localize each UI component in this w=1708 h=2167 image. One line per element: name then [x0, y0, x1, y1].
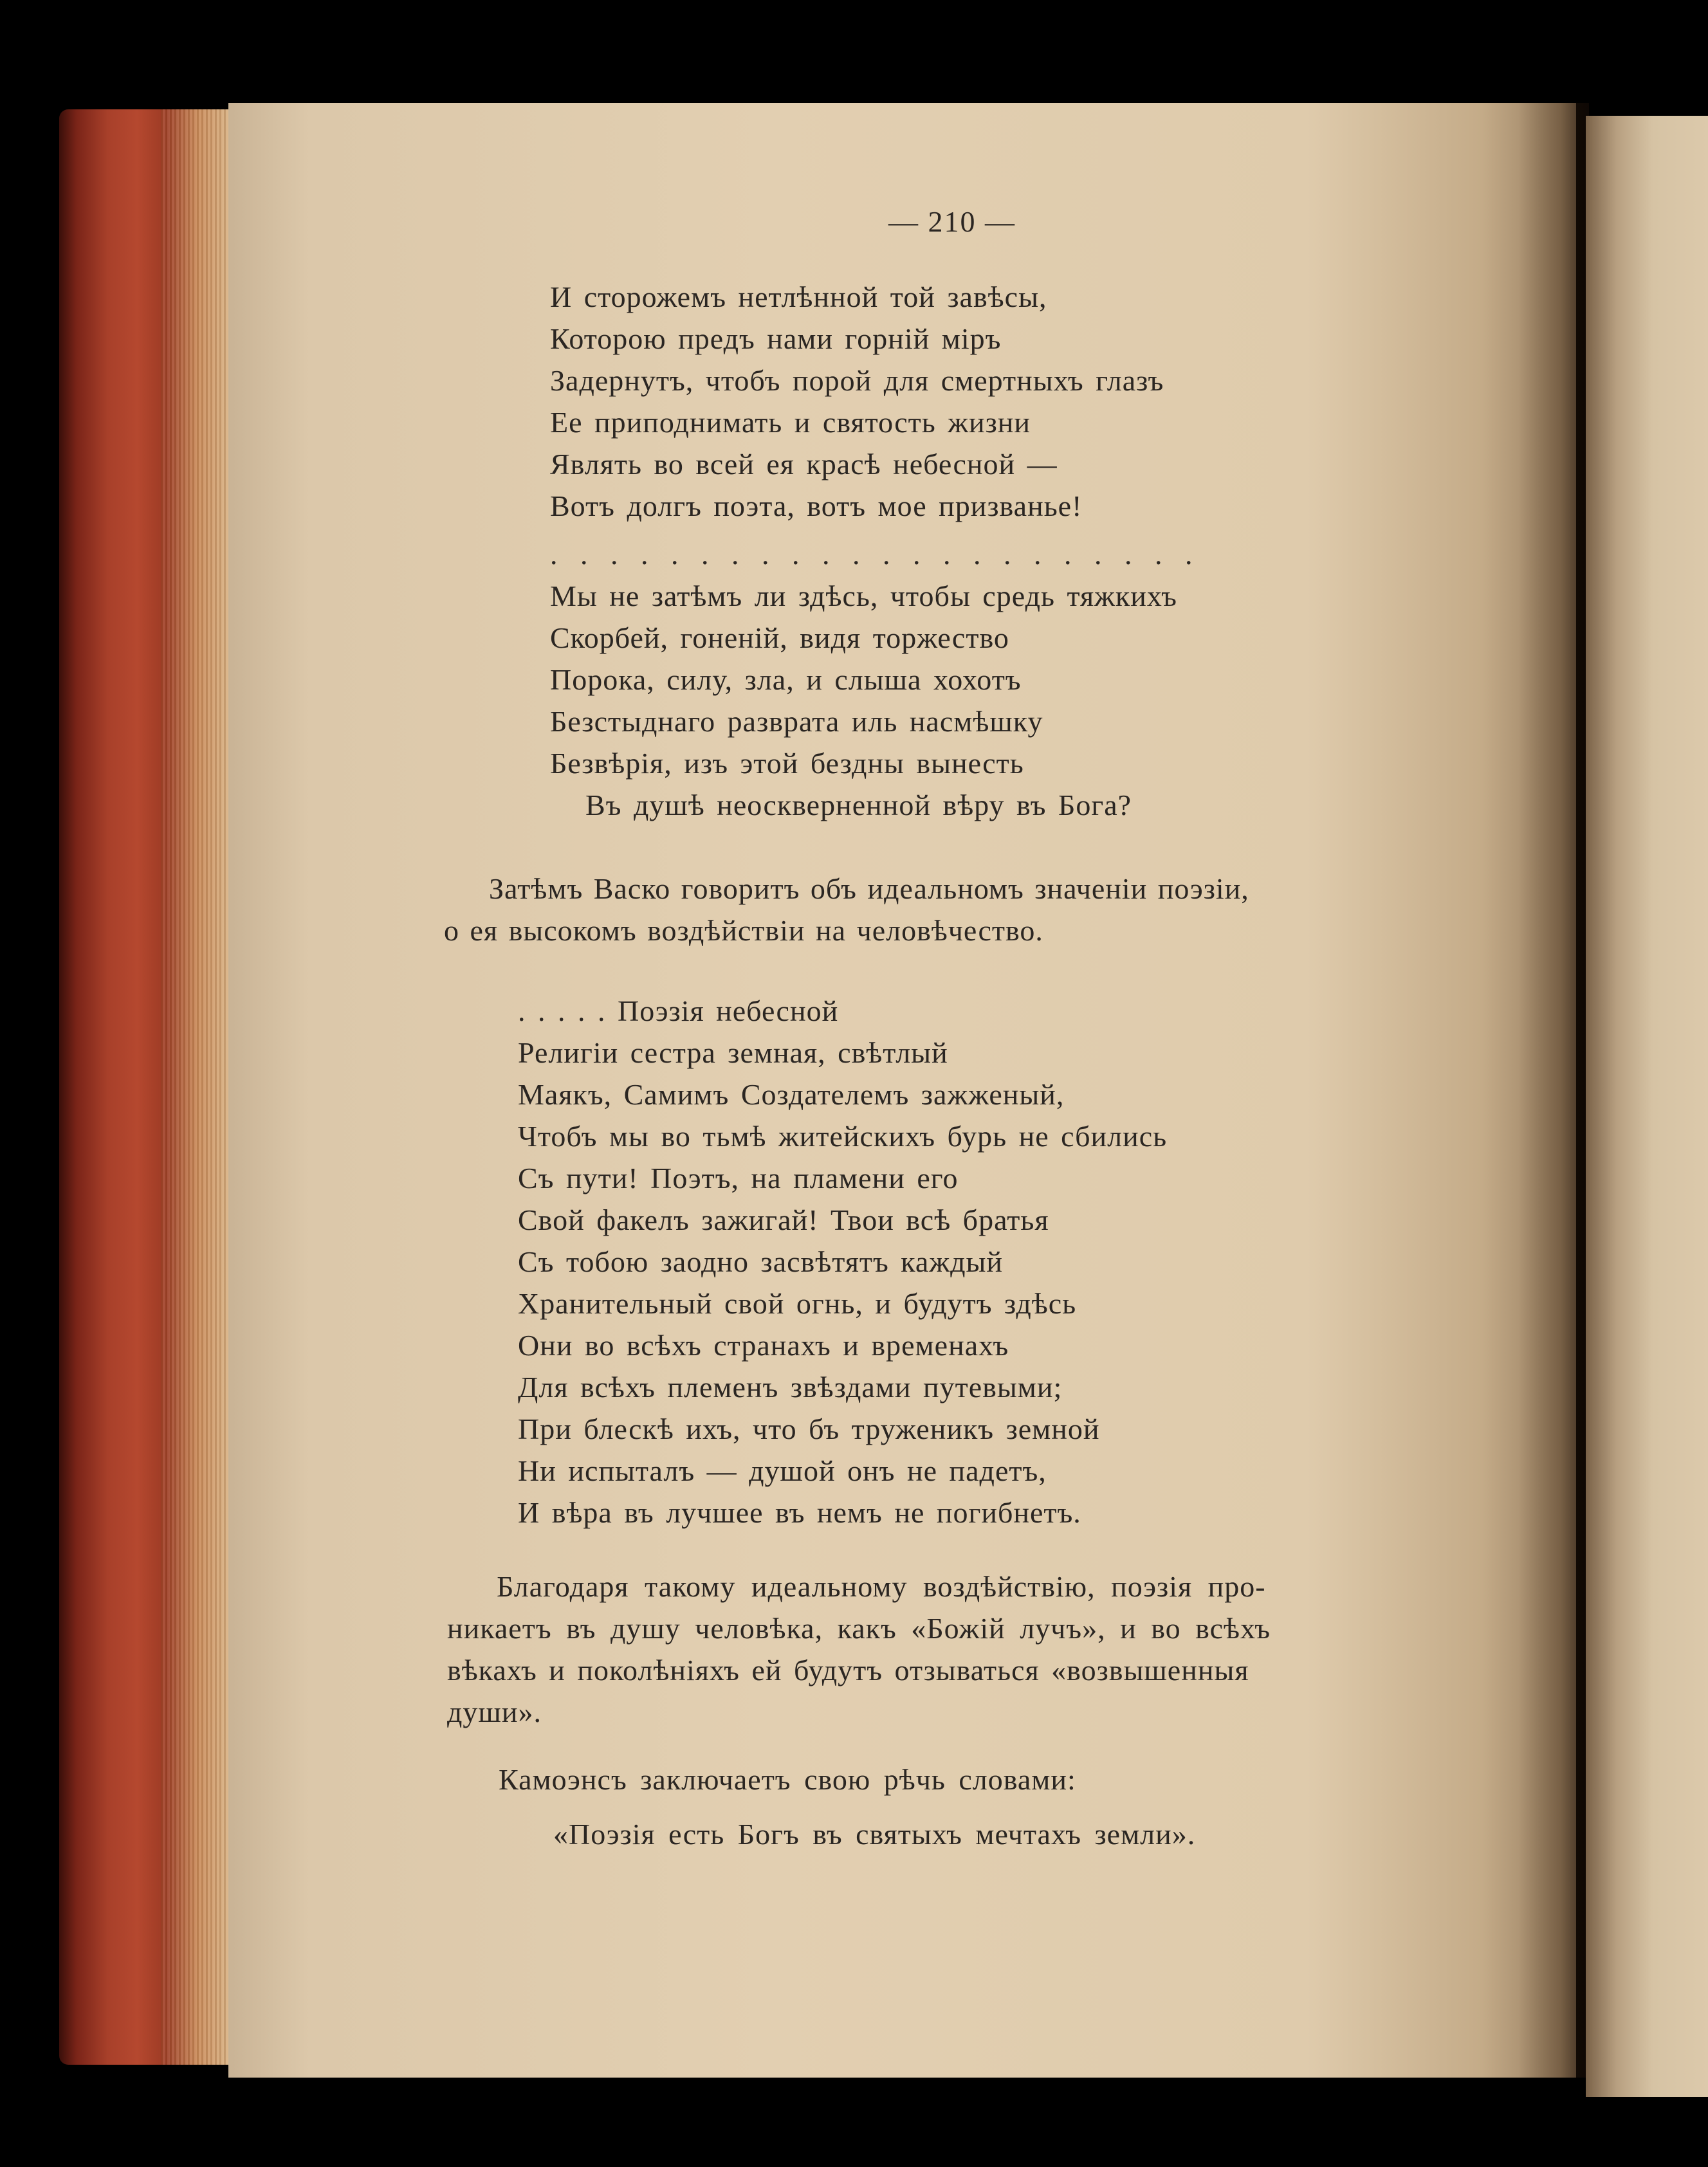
page-spine-shadow	[1518, 103, 1589, 2078]
verse-line: Съ тобою заодно засвѣтятъ каждый	[518, 1245, 1004, 1278]
facing-page	[1586, 116, 1708, 2097]
verse-line: Являть во всей ея красѣ небесной —	[550, 448, 1058, 480]
verse-line: Безстыднаго разврата иль насмѣшку	[550, 705, 1043, 738]
verse-line: Безвѣрія, изъ этой бездны вынесть	[550, 747, 1024, 780]
verse-line: Вотъ долгъ поэта, вотъ мое призванье!	[550, 489, 1083, 522]
quote-line: «Поэзія есть Богъ въ святыхъ мечтахъ земли».	[553, 1818, 1196, 1851]
verse-line: Для всѣхъ племенъ звѣздами путевыми;	[518, 1371, 1063, 1404]
verse-line: Хранительный свой огнь, и будутъ здѣсь	[518, 1287, 1077, 1320]
prose-line: Благодаря такому идеальному воздѣйствію, поэзія про-	[497, 1570, 1266, 1603]
prose-line: Камоэнсъ заключаетъ свою рѣчь словами:	[499, 1763, 1076, 1796]
verse-line: Чтобъ мы во тьмѣ житейскихъ бурь не сбились	[518, 1120, 1168, 1153]
verse-line: Они во всѣхъ странахъ и временахъ	[518, 1329, 1009, 1362]
verse-line: Задернутъ, чтобъ порой для смертныхъ глазъ	[550, 364, 1164, 397]
verse-line: Свой факелъ зажигай! Твои всѣ братья	[518, 1203, 1049, 1236]
verse-line: Порока, силу, зла, и слыша хохотъ	[550, 663, 1022, 696]
verse-line: Мы не затѣмъ ли здѣсь, чтобы средь тяжкихъ	[550, 580, 1177, 612]
ellipsis-divider: . . . . . . . . . . . . . . . . . . . . . .	[550, 538, 1200, 571]
verse-line: Съ пути! Поэтъ, на пламени его	[518, 1162, 959, 1194]
verse-line: При блескѣ ихъ, что бъ труженикъ земной	[518, 1413, 1100, 1445]
prose-line: Затѣмъ Васко говоритъ объ идеальномъ значеніи поэзіи,	[489, 872, 1249, 905]
verse-line: Ее приподнимать и святость жизни	[550, 406, 1031, 439]
verse-line: Религіи сестра земная, свѣтлый	[518, 1036, 948, 1069]
page-number: — 210 —	[888, 205, 1016, 238]
prose-line: никаетъ въ душу человѣка, какъ «Божій лучъ», и во всѣхъ	[447, 1612, 1271, 1645]
verse-line: Маякъ, Самимъ Создателемъ зажженый,	[518, 1078, 1065, 1111]
verse-line: . . . . . Поэзія небесной	[518, 994, 839, 1027]
verse-line: И вѣра въ лучшее въ немъ не погибнетъ.	[518, 1496, 1081, 1529]
verse-line: Въ душѣ неоскверненной вѣру въ Бога?	[585, 789, 1132, 821]
page-edges	[161, 109, 232, 2065]
verse-line: Которою предъ нами горній міръ	[550, 322, 1002, 355]
prose-line: вѣкахъ и поколѣніяхъ ей будутъ отзываться «возвышенныя	[447, 1654, 1249, 1687]
verse-line: Ни испыталъ — душой онъ не падетъ,	[518, 1454, 1047, 1487]
prose-line: о ея высокомъ воздѣйствіи на человѣчество.	[444, 914, 1043, 947]
verse-line: И сторожемъ нетлѣнной той завѣсы,	[550, 280, 1047, 313]
prose-line: души».	[447, 1696, 542, 1728]
verse-line: Скорбей, гоненій, видя торжество	[550, 621, 1009, 654]
